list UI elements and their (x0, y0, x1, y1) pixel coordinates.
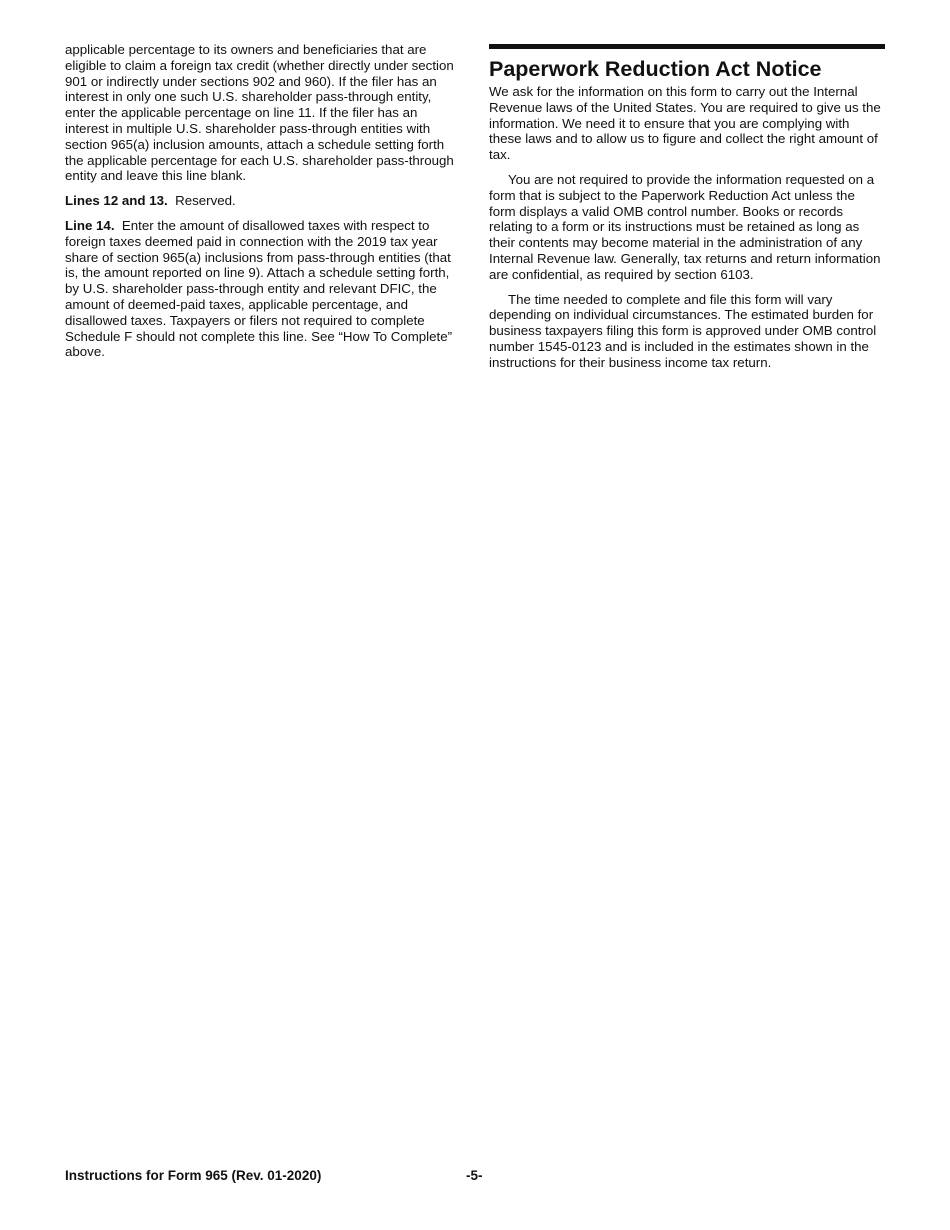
left-column (65, 42, 463, 369)
footer-form-title: Instructions for Form 965 (Rev. 01-2020) (65, 1168, 322, 1183)
paperwork-paragraph-2: You are not required to provide the information requested on a form that is subject to the Paperwork Reduction Act unless the form displays a valid OMB control number. Books or records relating to a form or its instructions must be retained as long as their contents may become material in the administration of any Internal Revenue law. Generally, tax returns and return information are confidential, as required by section 6103. (489, 171, 881, 282)
section-heading: Paperwork Reduction Act Notice (489, 57, 822, 81)
line-14-label: Line 14. (65, 217, 115, 233)
line-14-paragraph (65, 218, 463, 360)
footer-page-number: -5- (466, 1168, 483, 1183)
section-rule (489, 44, 885, 49)
continuation-paragraph: applicable percentage to its owners and beneficiaries that are eligible to claim a foreign tax credit (whether directly under section 901 or indirectly under sections 902 and 960). If the filer has an interest in only one such U.S. shareholder pass-through entity, enter the applicable percentage on line 11. If the filer has an interest in multiple U.S. shareholder pass-through entities with section 965(a) inclusion amounts, attach a schedule setting forth the applicable percentage for each U.S. shareholder pass-through entity and leave this line blank. (65, 42, 454, 184)
lines-12-13-paragraph (65, 193, 463, 209)
line-14-text: Enter the amount of disallowed taxes with respect to foreign taxes deemed paid in connection with the 2019 tax year share of section 965(a) inclusions from pass-through entities (that is, the amount reported on line 9). Attach a schedule setting forth, by U.S. shareholder pass-through entity and relevant DFIC, the amount of deemed-paid taxes, applicable percentage, and disallowed taxes. Taxpayers or filers not required to complete Schedule F should not complete this line. See “How To Complete” above. (65, 217, 453, 360)
paperwork-paragraph-3: The time needed to complete and file this form will vary depending on individual circumstances. The estimated burden for business taxpayers filing this form is approved under OMB control number 1545-0123 and is included in the estimates shown in the instructions for their business income tax return. (489, 291, 877, 370)
right-column (489, 42, 885, 380)
lines-12-13-text: Reserved. (175, 193, 236, 209)
paperwork-paragraph-1: We ask for the information on this form to carry out the Internal Revenue laws of the United States. You are required to give us the information. We need it to ensure that you are complying with these laws and to allow us to figure and collect the right amount of tax. (489, 84, 881, 163)
lines-12-13-label: Lines 12 and 13. (65, 193, 168, 209)
